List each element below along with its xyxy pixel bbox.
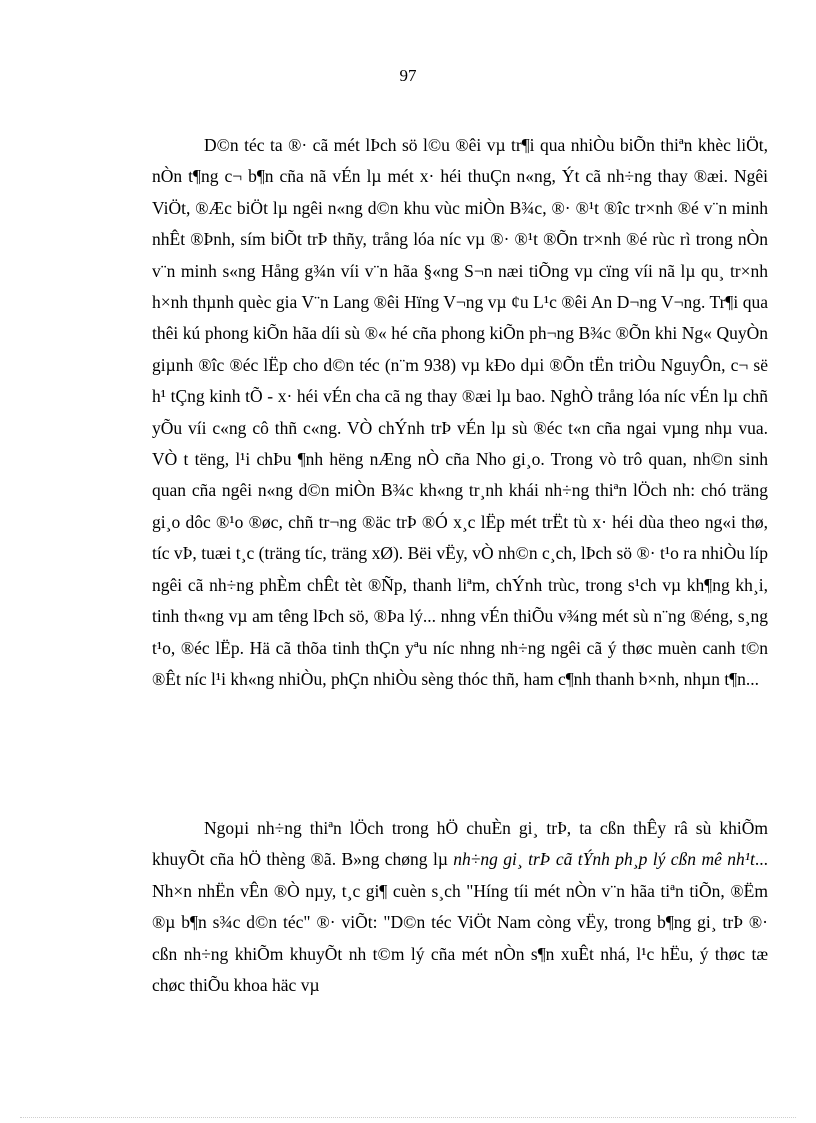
body-paragraph-2 — [152, 813, 768, 1001]
body-paragraph-1: D©n téc ta ®· cã mét lÞch sö l©u ®êi vµ tr¶i qua nhiÒu biÕn thiªn khèc liÖt, nÒn t¶ng c¬ b¶n cña nã vÉn lµ mét x· héi thuÇn n«ng, Ýt cã nh÷ng thay ®æi. Ngêi ViÖt, ®Æc biÖt lµ ngêi n«ng d©n khu vùc miÒn B¾c, ®· ®¹t ®îc tr×nh ®é v¨n minh nhÊt ®Þnh, sím biÕt trÞ thñy, trång lóa níc vµ ®· ®¹t ®Õn tr×nh ®é rùc rì trong nÒn v¨n minh s«ng Hång g¾n víi v¨n hãa §«ng S¬n næi tiÕng vµ cïng víi nã lµ qu¸ tr×nh h×nh thµnh quèc gia V¨n Lang ®êi Hïng V¬ng vµ ¢u L¹c ®êi An D¬ng V¬ng. Tr¶i qua thêi kú phong kiÕn hãa díi sù ®« hé cña phong kiÕn ph¬ng B¾c ®Õn khi Ng« QuyÒn giµnh ®îc ®éc lËp cho d©n téc (n¨m 938) vµ kÐo dµi ®Õn tËn triÒu NguyÔn, c¬ së h¹ tÇng kinh tÕ - x· héi vÉn cha cã ng thay ®æi lµ bao. NghÒ trång lóa níc vÉn lµ chñ yÕu víi c«ng cô thñ c«ng. VÒ chÝnh trÞ vÉn lµ sù ®éc t«n cña ngai vµng nhµ vua. VÒ t tëng, l¹i chÞu ¶nh hëng nÆng nÒ cña Nho gi¸o. Trong vò trô quan, nh©n sinh quan cña ngêi n«ng d©n miÒn B¾c kh«ng tr¸nh khái nh÷ng thiªn lÖch nh: chó träng gi¸o dôc ®¹o ®øc, chñ tr¬ng ®äc trÞ ®Ó x¸c lËp mét trËt tù x· héi dùa theo ng«i thø, tíc vÞ, tuæi t¸c (träng tíc, träng xØ). Bëi vËy, vÒ nh©n c¸ch, lÞch sö ®· t¹o ra nhiÒu líp ngêi cã nh÷ng phÈm chÊt tèt ®Ñp, thanh liªm, chÝnh trùc, trong s¹ch vµ kh¶ng kh¸i, tinh th«ng vµ am têng lÞch sö, ®Þa lý... nhng vÉn thiÕu v¾ng mét sù n¨ng ®éng, s¸ng t¹o, ®éc lËp. Hä cã thõa tinh thÇn yªu níc nhng nh÷ng ngêi cã ý thøc muèn canh t©n ®Êt níc l¹i kh«ng nhiÒu, phÇn nhiÒu sèng thóc thñ, ham c¶nh thanh b×nh, nhµn t¶n... — [152, 135, 768, 689]
paragraph-2-text-start: Ngoµi nh÷ng thiªn lÖch trong hÖ chuÈn gi¸ trÞ, ta cßn thÊy râ sù khiÕm khuyÕt cña hÖ thèng ®ã. B»ng chøng lµ — [152, 818, 768, 870]
page-number: 97 — [399, 66, 417, 85]
paragraph-2-italic-phrase: nh÷ng gi¸ trÞ cã tÝnh ph¸p lý cßn mê nh¹t — [453, 849, 755, 870]
paragraph-2-text-end: ... Nh×n nhËn vÊn ®Ò nµy, t¸c gi¶ cuèn s¸ch "Híng tíi mét nÒn v¨n hãa tiªn tiÕn, ®Ëm ®µ b¶n s¾c d©n téc" ®· viÕt: "D©n téc ViÖt Nam còng vËy, trong b¶ng gi¸ trÞ ®· cßn nh÷ng khiÕm khuyÕt nh t©m lý cña mét nÒn s¶n xuÊt nhá, l¹c hËu, ý thøc tæ chøc thiÕu khoa häc vµ — [152, 849, 768, 996]
page-bottom-divider — [20, 1117, 796, 1118]
